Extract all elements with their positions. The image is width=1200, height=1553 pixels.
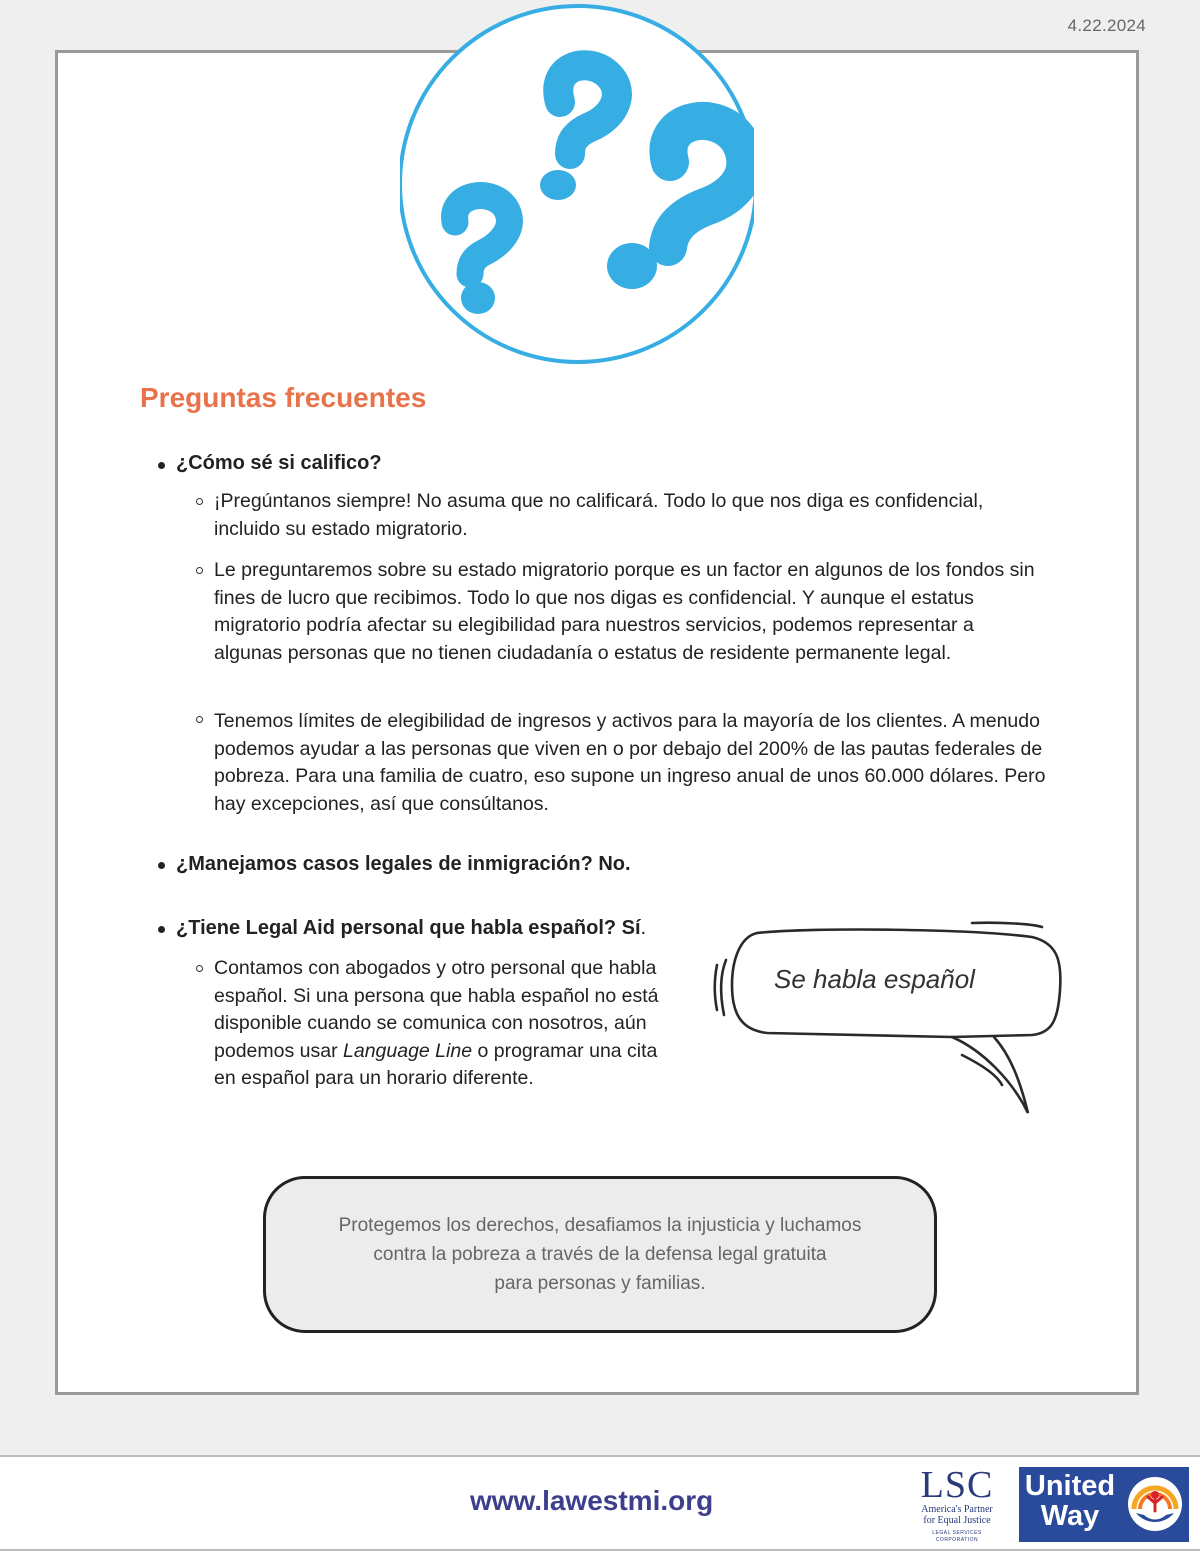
mission-line-3: para personas y familias. — [494, 1273, 706, 1294]
lsc-logo — [918, 1466, 996, 1544]
website-link[interactable]: www.lawestmi.org — [470, 1485, 714, 1516]
speech-bubble-icon — [712, 915, 1062, 1120]
sub-bullet — [196, 498, 203, 505]
lsc-acronym: LSC — [920, 1464, 994, 1506]
lsc-corp-name: LEGAL SERVICES CORPORATION — [932, 1530, 982, 1543]
faq-answer-3-part-2: o programar una cita en español para un horario diferente. — [214, 1039, 658, 1089]
lsc-tagline-1: America's Partner — [921, 1504, 993, 1515]
united-way-line-2: Way — [1040, 1500, 1100, 1532]
sub-bullet — [196, 716, 203, 723]
faq-answer-1-1: ¡Pregúntanos siempre! No asuma que no calificará. Todo lo que nos diga es confidencial, incluido su estado migratorio. — [214, 490, 984, 540]
faq-answer-3 — [214, 955, 684, 1093]
faq-answer-3-part-1: Contamos con abogados y otro personal que habla español. Si una persona que habla español no está disponible cuando se comunica con nosotros, aún podemos usar — [214, 957, 659, 1062]
bullet-dot — [158, 462, 165, 469]
faq-question-3 — [176, 917, 646, 940]
speech-bubble-text: Se habla español — [774, 964, 975, 994]
footer-bottom-divider — [0, 1549, 1200, 1551]
faq-question-1: ¿Cómo sé si califico? — [176, 452, 382, 474]
mission-line-1: Protegemos los derechos, desafiamos la injusticia y luchamos — [338, 1215, 862, 1236]
united-way-hand-icon — [1126, 1475, 1184, 1533]
faq-answer-1-3: Tenemos límites de elegibilidad de ingresos y activos para la mayoría de los clientes. A menudo podemos ayudar a las personas que viven en o por debajo del 200% de las pautas federales de pobreza. Para una familia de cuatro, eso supone un ingreso anual de unos 60.000 dólares. Pero hay excepciones, así que consúltanos. — [214, 710, 1046, 815]
language-line-text: Language Line — [343, 1039, 473, 1062]
united-way-logo — [1019, 1467, 1189, 1542]
united-way-line-1: United — [1024, 1470, 1116, 1502]
document-date: 4.22.2024 — [1067, 16, 1146, 35]
faq-question-2: ¿Manejamos casos legales de inmigración? No. — [176, 853, 631, 875]
bullet-dot — [158, 926, 165, 933]
question-marks-circle-icon — [400, 2, 754, 426]
bullet-dot — [158, 862, 165, 869]
page-title: Preguntas frecuentes — [140, 382, 427, 413]
faq-question-3-text: ¿Tiene Legal Aid personal que habla español? Sí — [176, 917, 641, 939]
lsc-tagline-2: for Equal Justice — [923, 1515, 991, 1526]
mission-statement — [263, 1176, 937, 1333]
united-way-wordmark — [1024, 1471, 1116, 1531]
sub-bullet — [196, 567, 203, 574]
faq-question-3-period: . — [640, 917, 647, 939]
faq-answer-1-2: Le preguntaremos sobre su estado migratorio porque es un factor en algunos de los fondos sin fines de lucro que recibimos. Todo lo que nos digas es confidencial. Y aunque el estatus migratorio podría afectar su elegibilidad para nuestros servicios, podemos representar a algunas personas que no tienen ciudadanía o estatus de residente permanente legal. — [214, 559, 1035, 664]
sub-bullet — [196, 965, 203, 972]
mission-line-2: contra la pobreza a través de la defensa legal gratuita — [373, 1244, 827, 1265]
